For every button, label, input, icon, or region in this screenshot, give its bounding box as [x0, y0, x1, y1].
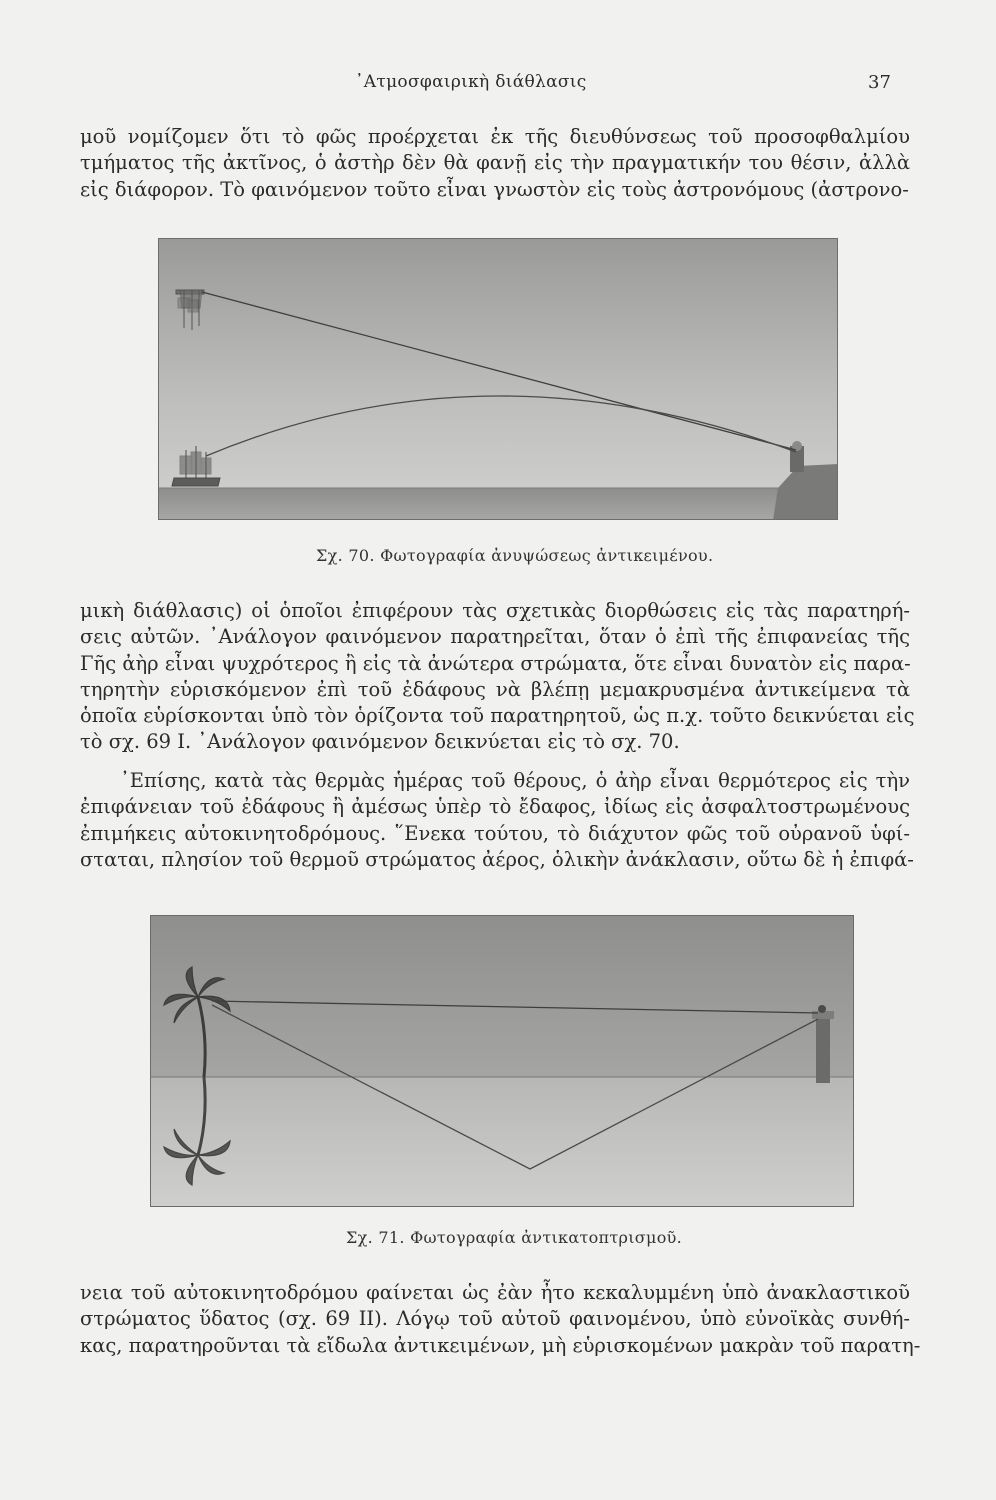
figure-71-caption: Σχ. 71. Φωτογραφία ἀντικατοπτρισμοῦ. — [346, 1228, 683, 1247]
text-line: Γῆς ἀὴρ εἶναι ψυχρότερος ἢ εἰς τὰ ἀνώτερα στρώματα, ὅτε εἶναι δυνατὸν εἰς παρα- — [80, 651, 911, 675]
figure-70-caption: Σχ. 70. Φωτογραφία ἀνυψώσεως ἀντικειμένου. — [316, 546, 714, 565]
text-line: νεια τοῦ αὐτοκινητοδρόμου φαίνεται ὡς ἐὰν ἦτο κεκαλυμμένη ὑπὸ ἀνακλαστικοῦ — [80, 1281, 910, 1304]
text-line: τμήματος τῆς ἀκτῖνος, ὁ ἀστὴρ δὲν θὰ φανῇ εἰς τὴν πραγματικήν του θέσιν, ἀλλὰ — [80, 151, 910, 175]
text-line: ἐπιφάνειαν τοῦ ἐδάφους ἢ ἀμέσως ὑπὲρ τὸ ἔδαφος, ἰδίως εἰς ἀσφαλτοστρωμένους — [80, 795, 910, 819]
text-line: εἰς διάφορον. Τὸ φαινόμενον τοῦτο εἶναι γνωστὸν εἰς τοὺς ἀστρονόμους (ἀστρονο- — [80, 177, 909, 201]
paragraph-1 — [80, 124, 910, 203]
text-line: σταται, πλησίον τοῦ θερμοῦ στρώματος ἀέρος, ὁλικὴν ἀνάκλασιν, οὕτω δὲ ἡ ἐπιφά- — [80, 847, 914, 871]
page-number: 37 — [868, 72, 891, 93]
paragraph-3 — [80, 768, 914, 873]
text-line: μοῦ νομίζομεν ὅτι τὸ φῶς προέρχεται ἐκ τῆς διευθύνσεως τοῦ προσοφθαλμίου — [80, 125, 910, 148]
text-line: ἐπιμήκεις αὐτοκινητοδρόμους. ῞Ενεκα τούτου, τὸ διάχυτον φῶς τοῦ οὐρανοῦ ὑφί- — [80, 821, 910, 845]
text-line: στρώματος ὕδατος (σχ. 69 II). Λόγῳ τοῦ αὐτοῦ φαινομένου, ὑπὸ εὐνοϊκὰς συνθή- — [80, 1307, 910, 1331]
figure-71-mirage — [150, 915, 854, 1207]
paragraph-2 — [80, 598, 915, 756]
text-line: μικὴ διάθλασις) οἱ ὁποῖοι ἐπιφέρουν τὰς σχετικὰς διορθώσεις εἰς τὰς παρατηρή- — [80, 599, 910, 622]
text-line: τηρητὴν εὑρισκόμενον ἐπὶ τοῦ ἐδάφους νὰ βλέπῃ μεμακρυσμένα ἀντικείμενα τὰ — [80, 677, 910, 701]
running-title: ᾿Ατμοσφαιρικὴ διάθλασις — [355, 72, 587, 92]
figure-70-image — [158, 238, 838, 520]
figure-70-looming — [158, 238, 838, 520]
paragraph-4 — [80, 1280, 921, 1359]
page-header — [0, 72, 996, 102]
figure-71-image — [150, 915, 854, 1207]
text-line: ὁποῖα εὑρίσκονται ὑπὸ τὸν ὁρίζοντα τοῦ παρατηρητοῦ, ὡς π.χ. τοῦτο δεικνύεται εἰς — [80, 704, 915, 728]
text-line: σεις αὐτῶν. ᾿Ανάλογον φαινόμενον παρατηρεῖται, ὅταν ὁ ἐπὶ τῆς ἐπιφανείας τῆς — [80, 625, 910, 649]
text-line: ᾿Επίσης, κατὰ τὰς θερμὰς ἡμέρας τοῦ θέρους, ὁ ἀὴρ εἶναι θερμότερος εἰς τὴν — [120, 769, 910, 792]
text-line: κας, παρατηροῦνται τὰ εἴδωλα ἀντικειμένων, μὴ εὑρισκομένων μακρὰν τοῦ παρατη- — [80, 1333, 921, 1357]
text-line: τὸ σχ. 69 I. ᾿Ανάλογον φαινόμενον δεικνύεται εἰς τὸ σχ. 70. — [80, 730, 680, 754]
